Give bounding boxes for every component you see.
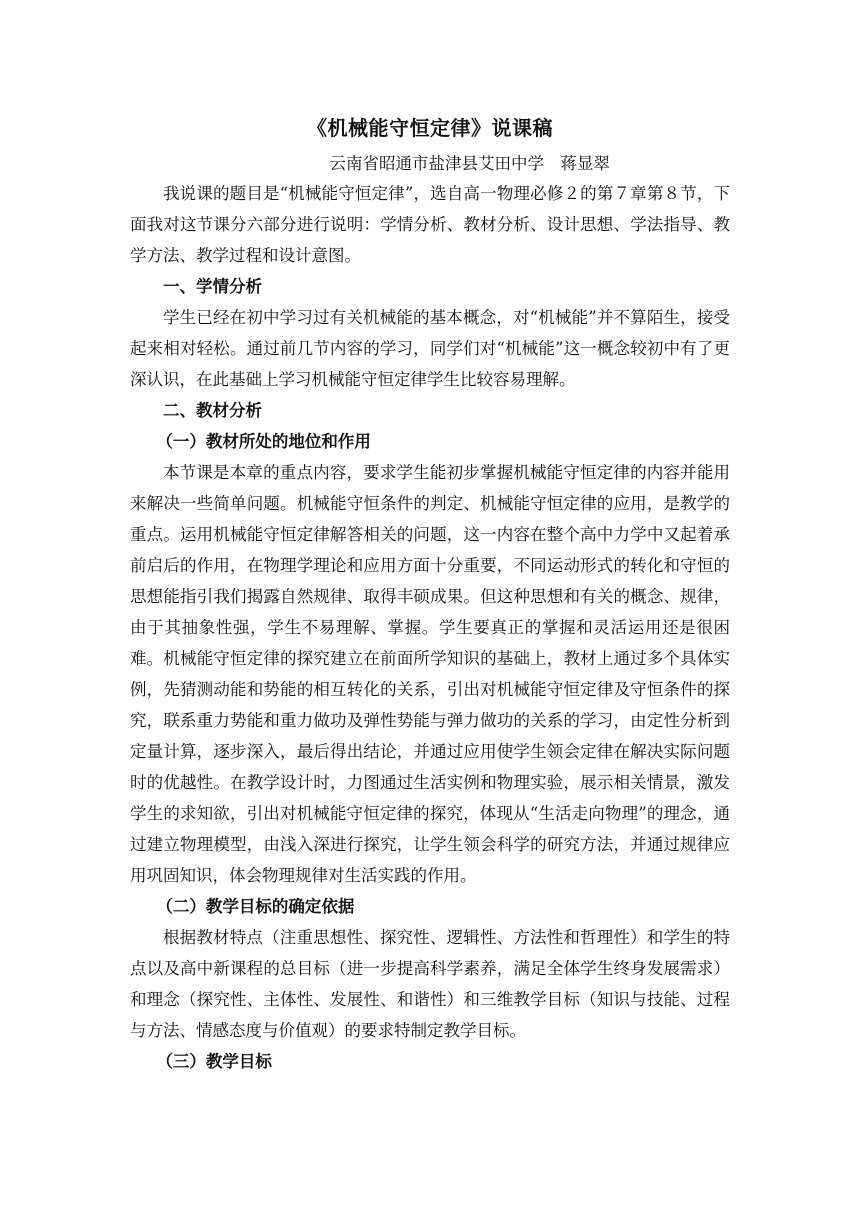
section-heading-textbook-analysis: 二、教材分析 xyxy=(163,401,262,420)
subsection-heading-objective-basis: （二）教学目标的确定依据 xyxy=(156,897,355,916)
document-body xyxy=(130,112,730,1077)
subsection-heading-teaching-objectives: （三）教学目标 xyxy=(156,1052,272,1071)
objective-basis-paragraph: 根据教材特点（注重思想性、探究性、逻辑性、方法性和哲理性）和学生的特点以及高中新课程的总目标（进一步提高科学素养，满足全体学生终身发展需求）和理念（探究性、主体性、发展性、和谐性）和三维教学目标（知识与技能、过程与方法、情感态度与价值观）的要求特制定教学目标。 xyxy=(130,928,730,1040)
position-role-paragraph: 本节课是本章的重点内容，要求学生能初步掌握机械能守恒定律的内容并能用来解决一些简单问题。机械能守恒条件的判定、机械能守恒定律的应用，是教学的重点。运用机械能守恒定律解答相关的问题，这一内容在整个高中力学中又起着承前启后的作用，在物理学理论和应用方面十分重要，不同运动形式的转化和守恒的思想能指引我们揭露自然规律、取得丰硕成果。但这种思想和有关的概念、规律，由于其抽象性强，学生不易理解、掌握。学生要真正的掌握和灵活运用还是很困难。机械能守恒定律的探究建立在前面所学知识的基础上，教材上通过多个具体实例，先猜测动能和势能的相互转化的关系，引出对机械能守恒定律及守恒条件的探究，联系重力势能和重力做功及弹性势能与弹力做功的关系的学习，由定性分析到定量计算，逐步深入，最后得出结论，并通过应用使学生领会定律在解决实际问题时的优越性。在教学设计时，力图通过生活实例和物理实验，展示相关情景，激发学生的求知欲，引出对机械能守恒定律的探究，体现从“生活走向物理”的理念，通过建立物理模型，由浅入深进行探究，让学生领会科学的研究方法，并通过规律应用巩固知识，体会物理规律对生活实践的作用。 xyxy=(130,463,730,885)
section-heading-learner-analysis: 一、学情分析 xyxy=(163,277,262,296)
subsection-heading-position-role: （一）教材所处的地位和作用 xyxy=(156,432,371,451)
intro-paragraph: 我说课的题目是“机械能守恒定律”，选自高一物理必修２的第７章第８节，下面我对这节课分六部分进行说明：学情分析、教材分析、设计思想、学法指导、教学方法、教学过程和设计意图。 xyxy=(130,184,730,265)
learner-analysis-paragraph: 学生已经在初中学习过有关机械能的基本概念，对“机械能”并不算陌生，接受起来相对轻松。通过前几节内容的学习，同学们对“机械能”这一概念较初中有了更深认识，在此基础上学习机械能守恒定律学生比较容易理解。 xyxy=(130,308,730,389)
document-title: 《机械能守恒定律》说课稿 xyxy=(307,116,553,140)
author-line: 云南省昭通市盐津县艾田中学 蒋显翠 xyxy=(329,154,610,173)
